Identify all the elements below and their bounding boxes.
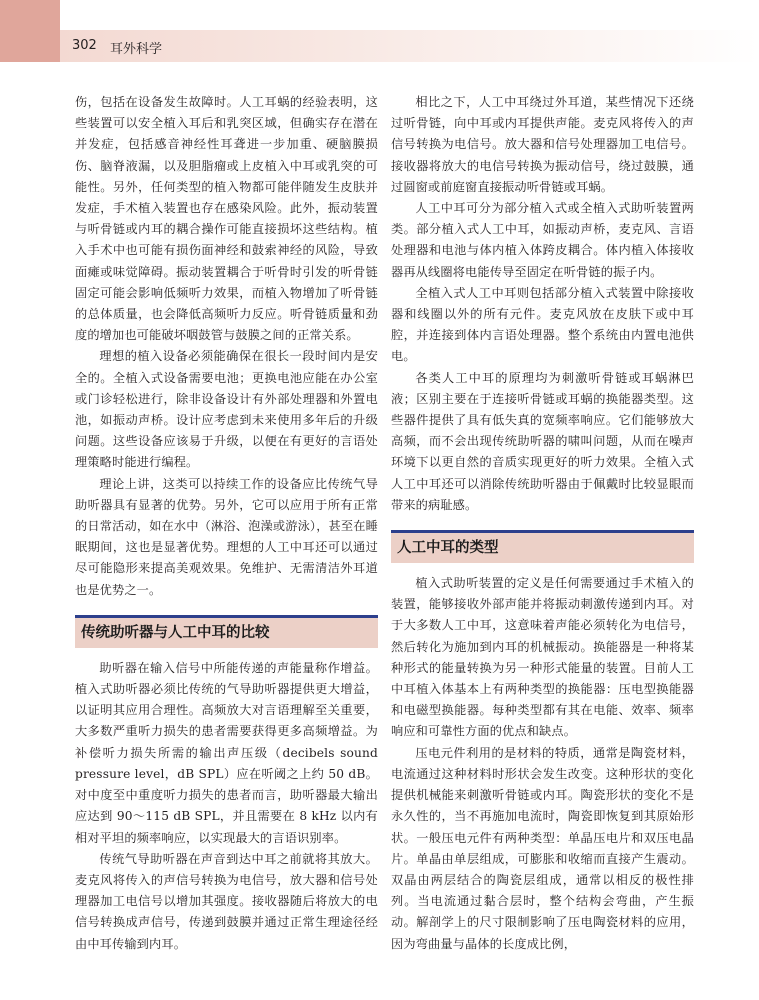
header-corner-block — [0, 0, 60, 62]
paragraph-advantages: 理论上讲，这类可以持续工作的设备应比传统气导助听器具有显著的优势。另外，它可以应用于所有正常的日常活动，如在水中（淋浴、泡澡或游泳），甚至在睡眠期间，这也是显著优势。理想的人工中耳还可以通过尽可能隐形来提高美观效果。免维护、无需清洁外耳道也是优势之一。 — [75, 476, 378, 597]
paragraph-piezoelectric: 压电元件利用的是材料的特质，通常是陶瓷材料，电流通过这种材料时形状会发生改变。这种形状的变化提供机械能来刺激听骨链或内耳。陶瓷形状的变化不是永久性的，当不再施加电流时，陶瓷即恢复到其原始形状。一般压电元件有两种类型：单晶压电片和双压电晶片。单晶由单层组成，可膨胀和收缩而直接产生震动。双晶由两层结合的陶瓷层组成，通常以相反的极性排列。当电流通过黏合层时，整个结构会弯曲，产生振动。解剖学上的尺寸限制影响了压电陶瓷材料的应用，因为弯曲量与晶体的长度成比例， — [391, 745, 694, 951]
paragraph-conventional-aid: 传统气导助听器在声音到达中耳之前就将其放大。麦克风将传入的声信号转换为电信号，放大器和信号处理器加工电信号以增加其强度。接收器随后将放大的电信号转换成声信号，传递到鼓膜并通过正常生理途径经由中耳传输到内耳。 — [75, 851, 378, 951]
paragraph-principles: 各类人工中耳的原理均为刺激听骨链或耳蜗淋巴液；区别主要在于连接听骨链或耳蜗的换能器类型。这些器件提供了具有低失真的宽频率响应。它们能够放大高频，而不会出现传统助听器的啸叫问题，从而在噪声环境下以更自然的音质实现更好的听力效果。全植入式人工中耳还可以消除传统助听器由于佩戴时比较显眼而带来的病耻感。 — [391, 370, 694, 512]
right-column — [391, 92, 694, 955]
paragraph-gain: 助听器在输入信号中所能传递的声能量称作增益。植入式助听器必须比传统的气导助听器提供更大增益，以证明其应用合理性。高频放大对言语理解至关重要，大多数严重听力损失的患者需要获得更多高频增益。为补偿听力损失所需的输出声压级（decibels sound pressure level，dB SPL）应在听阈之上约 50 dB。对中度至中重度听力损失的患者而言，助听器最大输出应达到 90～115 dB SPL，并且需要在 8 kHz 以内有相对平坦的频率响应，以实现最大的言语识别率。 — [75, 660, 378, 845]
paragraph-total-implant: 全植入式人工中耳则包括部分植入式装置中除接收器和线圈以外的所有元件。麦克风放在皮肤下或中耳腔，并连接到体内言语处理器。整个系统由内置电池供电。 — [391, 285, 694, 364]
section-heading-comparison: 传统助听器与人工中耳的比较 — [75, 615, 378, 648]
paragraph-transducer: 植入式助听装置的定义是任何需要通过手术植入的装置，能够接收外部声能并将振动刺激传递到内耳。对于大多数人工中耳，这意味着声能必须转化为电信号，然后转化为施加到内耳的机械振动。换能器是一种将某种形式的能量转换为另一种形式能量的装置。目前人工中耳植入体基本上有两种类型的换能器：压电型换能器和电磁型换能器。每种类型都有其在电能、效率、频率响应和可靠性方面的优点和缺点。 — [391, 576, 694, 739]
header-band — [60, 30, 759, 62]
paragraph-ideal-device: 理想的植入设备必须能确保在很长一段时间内是安全的。全植入式设备需要电池；更换电池应能在办公室或门诊轻松进行，除非设备设计有外部处理器和外置电池，如振动声桥。设计应考虑到未来使用多年后的升级问题。这些设备应该易于升级，以便在有更好的言语处理策略时能进行编程。 — [75, 349, 378, 470]
section-heading-types: 人工中耳的类型 — [391, 530, 694, 563]
paragraph-middle-ear-implant: 相比之下，人工中耳绕过外耳道，某些情况下还绕过听骨链，向中耳或内耳提供声能。麦克风将传入的声信号转换为电信号。放大器和信号处理器加工电信号。接收器将放大的电信号转换为振动信号，绕过鼓膜，通过圆窗或前庭窗直接振动听骨链或耳蜗。 — [391, 95, 694, 194]
running-title: 耳外科学 — [110, 42, 163, 57]
page-number: 302 — [72, 38, 97, 53]
left-column — [75, 92, 378, 955]
paragraph-complications: 伤，包括在设备发生故障时。人工耳蜗的经验表明，这些装置可以安全植入耳后和乳突区域，但确实存在潜在并发症，包括感音神经性耳聋进一步加重、硬脑膜损伤、脑脊液漏，以及胆脂瘤或上皮植入中耳或乳突的可能性。另外，任何类型的植入物都可能伴随发生皮肤并发症，手术植入装置也存在感染风险。此外，振动装置与听骨链或内耳的耦合操作可能直接损坏这些结构。植入手术中也可能有损伤面神经和鼓索神经的风险，导致面瘫或味觉障碍。振动装置耦合于听骨时引发的听骨链固定可能会影响低频听力效果，而植入物增加了听骨链的总体质量，也会降低高频听力反应。听骨链质量和劲度的增加也可能破坏咽鼓管与鼓膜之间的正常关系。 — [75, 95, 378, 343]
paragraph-partial-implant: 人工中耳可分为部分植入式或全植入式助听装置两类。部分植入式人工中耳，如振动声桥，麦克风、言语处理器和电池与体内植入体跨皮耦合。体内植入体接收器再从线圈将电能传导至固定在听骨链的振子内。 — [391, 201, 694, 279]
